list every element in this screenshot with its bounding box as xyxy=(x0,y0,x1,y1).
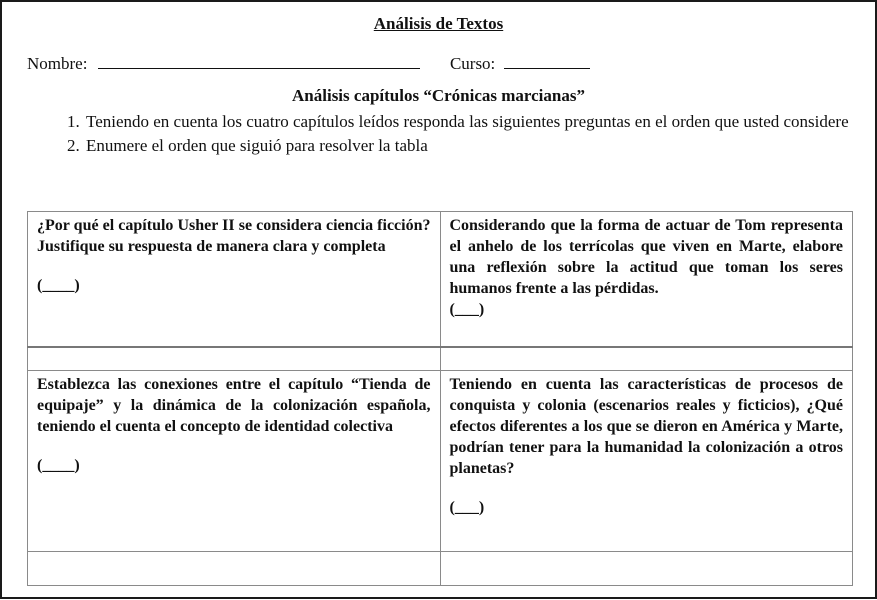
answer-cell[interactable] xyxy=(28,347,441,371)
order-blank[interactable]: (___) xyxy=(449,301,485,318)
instruction-item: 2. Enumere el orden que siguió para resolver la tabla xyxy=(84,134,854,158)
answer-cell[interactable] xyxy=(440,347,853,371)
questions-table xyxy=(27,211,853,586)
nombre-label: Nombre: xyxy=(27,54,88,73)
curso-field[interactable] xyxy=(504,54,590,69)
answer-cell[interactable] xyxy=(440,552,853,586)
question-cell: Establezca las conexiones entre el capítulo “Tienda de equipaje” y la dinámica de la colonización española, teniendo el cuenta el concepto de identidad colectiva (____) xyxy=(28,371,441,552)
answer-cell[interactable] xyxy=(28,552,441,586)
question-cell: Considerando que la forma de actuar de Tom representa el anhelo de los terrícolas que viven en Marte, elabore una reflexión sobre la actitud que toman los seres humanos frente a las pérdidas. (___) xyxy=(440,212,853,348)
question-cell: ¿Por qué el capítulo Usher II se considera ciencia ficción? Justifique su respuesta de manera clara y completa (____) xyxy=(28,212,441,348)
nombre-field[interactable] xyxy=(98,54,420,69)
order-blank[interactable]: (____) xyxy=(37,277,80,294)
order-blank[interactable]: (____) xyxy=(37,457,80,474)
order-blank[interactable]: (___) xyxy=(449,499,485,516)
instructions-list xyxy=(56,110,854,158)
question-cell: Teniendo en cuenta las características de procesos de conquista y colonia (escenarios reales y ficticios), ¿Qué efectos diferentes a los que se dieron en América y Marte, podrían tener para la humanidad la colonización a otros planetas? (___) xyxy=(440,371,853,552)
instruction-item: 1. Teniendo en cuenta los cuatro capítulos leídos responda las siguientes preguntas en el orden que usted considere xyxy=(84,110,854,134)
curso-label: Curso: xyxy=(449,54,496,73)
student-info-line xyxy=(27,54,590,74)
document-title: Análisis de Textos xyxy=(373,14,504,33)
subtitle: Análisis capítulos “Crónicas marcianas” xyxy=(292,86,585,105)
